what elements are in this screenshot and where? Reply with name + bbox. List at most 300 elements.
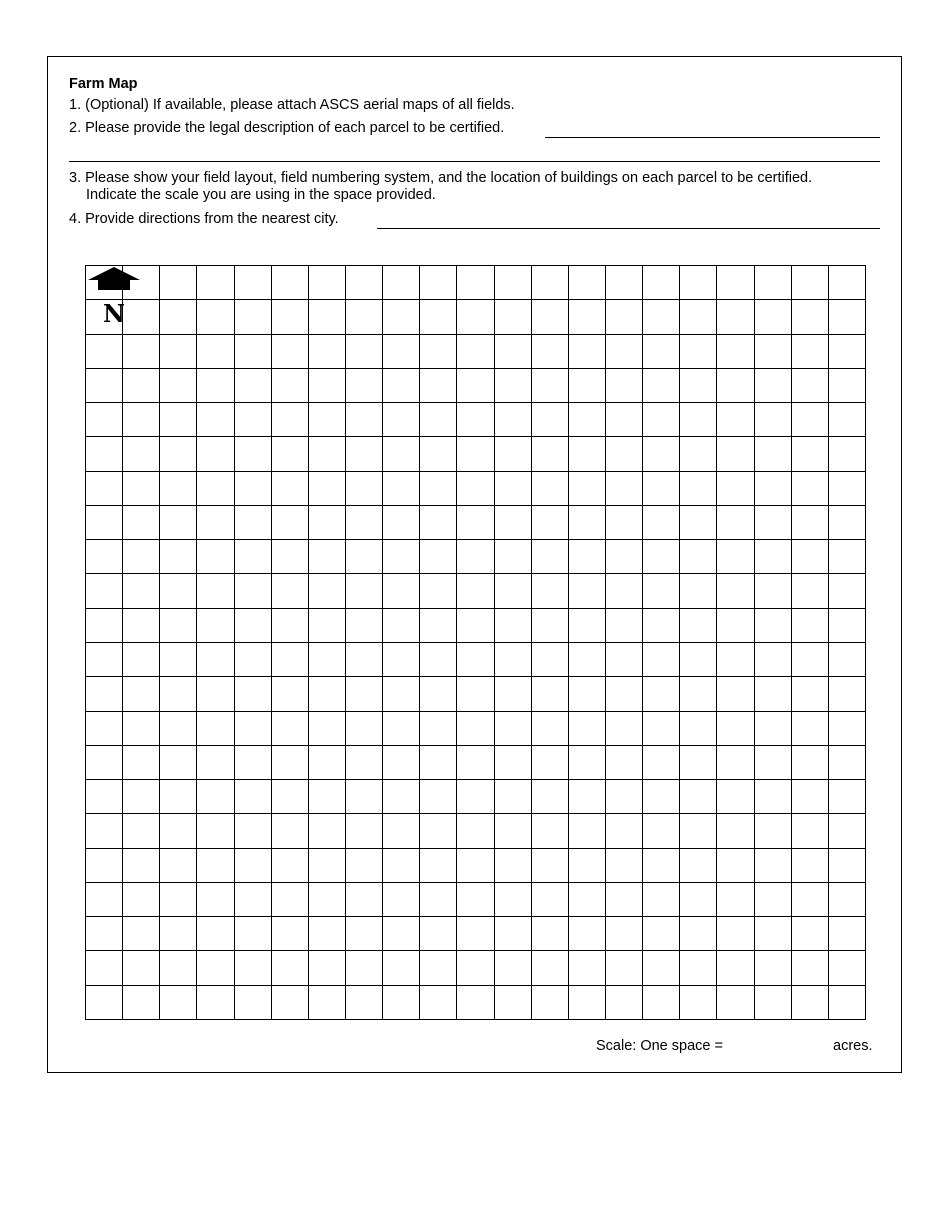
grid-cell[interactable]: [160, 712, 197, 746]
grid-cell[interactable]: [420, 437, 457, 471]
grid-cell[interactable]: [532, 712, 569, 746]
grid-cell[interactable]: [457, 643, 494, 677]
grid-cell[interactable]: [235, 300, 272, 334]
grid-cell[interactable]: [309, 300, 346, 334]
grid-cell[interactable]: [197, 506, 234, 540]
grid-cell[interactable]: [272, 266, 309, 300]
grid-cell[interactable]: [680, 437, 717, 471]
grid-cell[interactable]: [829, 849, 866, 883]
grid-cell[interactable]: [383, 437, 420, 471]
grid-cell[interactable]: [606, 917, 643, 951]
grid-cell[interactable]: [123, 506, 160, 540]
grid-cell[interactable]: [235, 335, 272, 369]
grid-cell[interactable]: [160, 300, 197, 334]
grid-cell[interactable]: [792, 266, 829, 300]
grid-cell[interactable]: [86, 437, 123, 471]
grid-cell[interactable]: [606, 472, 643, 506]
grid-cell[interactable]: [829, 712, 866, 746]
grid-cell[interactable]: [235, 746, 272, 780]
grid-cell[interactable]: [383, 951, 420, 985]
grid-cell[interactable]: [792, 917, 829, 951]
grid-cell[interactable]: [495, 951, 532, 985]
grid-cell[interactable]: [532, 643, 569, 677]
grid-cell[interactable]: [346, 437, 383, 471]
grid-cell[interactable]: [755, 609, 792, 643]
grid-cell[interactable]: [755, 540, 792, 574]
grid-cell[interactable]: [235, 574, 272, 608]
grid-cell[interactable]: [235, 849, 272, 883]
grid-cell[interactable]: [160, 574, 197, 608]
grid-cell[interactable]: [606, 437, 643, 471]
grid-cell[interactable]: [717, 814, 754, 848]
grid-cell[interactable]: [569, 951, 606, 985]
grid-cell[interactable]: [606, 746, 643, 780]
grid-cell[interactable]: [569, 883, 606, 917]
grid-cell[interactable]: [346, 300, 383, 334]
grid-cell[interactable]: [160, 609, 197, 643]
grid-cell[interactable]: [569, 403, 606, 437]
grid-cell[interactable]: [86, 986, 123, 1020]
grid-cell[interactable]: [457, 300, 494, 334]
grid-cell[interactable]: [160, 437, 197, 471]
grid-cell[interactable]: [123, 437, 160, 471]
grid-cell[interactable]: [420, 403, 457, 437]
grid-cell[interactable]: [420, 540, 457, 574]
grid-cell[interactable]: [755, 472, 792, 506]
grid-cell[interactable]: [309, 814, 346, 848]
grid-cell[interactable]: [160, 917, 197, 951]
grid-cell[interactable]: [457, 849, 494, 883]
grid-cell[interactable]: [495, 814, 532, 848]
grid-cell[interactable]: [235, 712, 272, 746]
grid-cell[interactable]: [197, 917, 234, 951]
grid-cell[interactable]: [643, 814, 680, 848]
grid-cell[interactable]: [123, 746, 160, 780]
grid-cell[interactable]: [643, 883, 680, 917]
grid-cell[interactable]: [643, 540, 680, 574]
grid-cell[interactable]: [123, 574, 160, 608]
grid-cell[interactable]: [606, 951, 643, 985]
grid-cell[interactable]: [495, 300, 532, 334]
grid-cell[interactable]: [346, 540, 383, 574]
grid-cell[interactable]: [606, 643, 643, 677]
grid-cell[interactable]: [680, 609, 717, 643]
grid-cell[interactable]: [197, 780, 234, 814]
grid-cell[interactable]: [717, 369, 754, 403]
grid-cell[interactable]: [532, 780, 569, 814]
grid-cell[interactable]: [197, 677, 234, 711]
grid-cell[interactable]: [272, 986, 309, 1020]
grid-cell[interactable]: [272, 609, 309, 643]
grid-cell[interactable]: [829, 540, 866, 574]
grid-cell[interactable]: [643, 369, 680, 403]
grid-cell[interactable]: [532, 814, 569, 848]
grid-cell[interactable]: [532, 403, 569, 437]
grid-cell[interactable]: [643, 712, 680, 746]
grid-cell[interactable]: [86, 540, 123, 574]
grid-cell[interactable]: [123, 849, 160, 883]
grid-cell[interactable]: [717, 677, 754, 711]
grid-cell[interactable]: [717, 574, 754, 608]
grid-cell[interactable]: [160, 472, 197, 506]
grid-cell[interactable]: [532, 609, 569, 643]
grid-cell[interactable]: [383, 643, 420, 677]
grid-cell[interactable]: [160, 814, 197, 848]
grid-cell[interactable]: [346, 746, 383, 780]
grid-cell[interactable]: [495, 335, 532, 369]
grid-cell[interactable]: [457, 746, 494, 780]
grid-cell[interactable]: [606, 883, 643, 917]
grid-cell[interactable]: [86, 335, 123, 369]
grid-cell[interactable]: [457, 951, 494, 985]
grid-cell[interactable]: [420, 369, 457, 403]
grid-cell[interactable]: [197, 951, 234, 985]
grid-cell[interactable]: [272, 574, 309, 608]
grid-cell[interactable]: [495, 746, 532, 780]
grid-cell[interactable]: [457, 506, 494, 540]
grid-cell[interactable]: [792, 369, 829, 403]
grid-cell[interactable]: [495, 849, 532, 883]
grid-cell[interactable]: [755, 849, 792, 883]
grid-cell[interactable]: [235, 951, 272, 985]
grid-cell[interactable]: [643, 403, 680, 437]
grid-cell[interactable]: [643, 472, 680, 506]
grid-cell[interactable]: [792, 780, 829, 814]
grid-cell[interactable]: [792, 437, 829, 471]
grid-cell[interactable]: [123, 643, 160, 677]
grid-cell[interactable]: [309, 403, 346, 437]
grid-cell[interactable]: [235, 780, 272, 814]
grid-cell[interactable]: [606, 780, 643, 814]
grid-cell[interactable]: [606, 506, 643, 540]
grid-cell[interactable]: [123, 883, 160, 917]
grid-cell[interactable]: [495, 883, 532, 917]
grid-cell[interactable]: [235, 472, 272, 506]
grid-cell[interactable]: [86, 917, 123, 951]
grid-cell[interactable]: [123, 677, 160, 711]
grid-cell[interactable]: [160, 403, 197, 437]
grid-cell[interactable]: [755, 677, 792, 711]
grid-cell[interactable]: [457, 266, 494, 300]
grid-cell[interactable]: [86, 643, 123, 677]
grid-cell[interactable]: [123, 712, 160, 746]
grid-cell[interactable]: [792, 677, 829, 711]
grid-cell[interactable]: [755, 403, 792, 437]
grid-cell[interactable]: [569, 437, 606, 471]
grid-cell[interactable]: [197, 883, 234, 917]
grid-cell[interactable]: [606, 849, 643, 883]
grid-cell[interactable]: [309, 677, 346, 711]
grid-cell[interactable]: [792, 300, 829, 334]
grid-cell[interactable]: [829, 643, 866, 677]
grid-cell[interactable]: [792, 712, 829, 746]
grid-cell[interactable]: [197, 437, 234, 471]
grid-cell[interactable]: [420, 643, 457, 677]
grid-cell[interactable]: [532, 849, 569, 883]
grid-cell[interactable]: [569, 506, 606, 540]
grid-cell[interactable]: [606, 266, 643, 300]
grid-cell[interactable]: [532, 335, 569, 369]
grid-cell[interactable]: [309, 540, 346, 574]
grid-cell[interactable]: [792, 986, 829, 1020]
grid-cell[interactable]: [717, 951, 754, 985]
grid-cell[interactable]: [235, 917, 272, 951]
grid-cell[interactable]: [123, 814, 160, 848]
grid-cell[interactable]: [235, 403, 272, 437]
grid-cell[interactable]: [383, 403, 420, 437]
grid-cell[interactable]: [235, 814, 272, 848]
grid-cell[interactable]: [792, 951, 829, 985]
grid-cell[interactable]: [86, 369, 123, 403]
grid-cell[interactable]: [86, 712, 123, 746]
grid-cell[interactable]: [829, 986, 866, 1020]
grid-cell[interactable]: [197, 643, 234, 677]
grid-cell[interactable]: [420, 849, 457, 883]
grid-cell[interactable]: [792, 506, 829, 540]
grid-cell[interactable]: [86, 472, 123, 506]
grid-cell[interactable]: [197, 403, 234, 437]
grid-cell[interactable]: [680, 951, 717, 985]
grid-cell[interactable]: [717, 712, 754, 746]
grid-cell[interactable]: [309, 472, 346, 506]
grid-cell[interactable]: [272, 951, 309, 985]
grid-cell[interactable]: [272, 369, 309, 403]
grid-cell[interactable]: [755, 712, 792, 746]
grid-cell[interactable]: [420, 574, 457, 608]
grid-cell[interactable]: [420, 780, 457, 814]
grid-cell[interactable]: [420, 266, 457, 300]
grid-cell[interactable]: [86, 951, 123, 985]
grid-cell[interactable]: [755, 814, 792, 848]
grid-cell[interactable]: [160, 335, 197, 369]
grid-cell[interactable]: [383, 746, 420, 780]
grid-cell[interactable]: [272, 746, 309, 780]
grid-cell[interactable]: [643, 506, 680, 540]
grid-cell[interactable]: [346, 780, 383, 814]
grid-cell[interactable]: [643, 574, 680, 608]
grid-cell[interactable]: [197, 574, 234, 608]
grid-cell[interactable]: [86, 574, 123, 608]
grid-cell[interactable]: [792, 472, 829, 506]
grid-cell[interactable]: [123, 472, 160, 506]
grid-cell[interactable]: [829, 574, 866, 608]
grid-cell[interactable]: [346, 986, 383, 1020]
grid-cell[interactable]: [495, 643, 532, 677]
grid-cell[interactable]: [160, 677, 197, 711]
grid-cell[interactable]: [160, 643, 197, 677]
grid-cell[interactable]: [495, 266, 532, 300]
grid-cell[interactable]: [457, 472, 494, 506]
grid-cell[interactable]: [495, 403, 532, 437]
grid-cell[interactable]: [383, 335, 420, 369]
grid-cell[interactable]: [606, 300, 643, 334]
grid-cell[interactable]: [272, 677, 309, 711]
grid-cell[interactable]: [272, 849, 309, 883]
grid-cell[interactable]: [309, 746, 346, 780]
grid-cell[interactable]: [309, 643, 346, 677]
grid-cell[interactable]: [346, 472, 383, 506]
grid-cell[interactable]: [606, 609, 643, 643]
grid-cell[interactable]: [346, 609, 383, 643]
grid-cell[interactable]: [160, 369, 197, 403]
grid-cell[interactable]: [792, 540, 829, 574]
grid-cell[interactable]: [643, 951, 680, 985]
grid-cell[interactable]: [235, 677, 272, 711]
grid-cell[interactable]: [569, 849, 606, 883]
grid-cell[interactable]: [346, 506, 383, 540]
grid-cell[interactable]: [160, 780, 197, 814]
grid-cell[interactable]: [755, 369, 792, 403]
grid-cell[interactable]: [755, 951, 792, 985]
grid-cell[interactable]: [643, 780, 680, 814]
grid-cell[interactable]: [829, 335, 866, 369]
grid-cell[interactable]: [235, 883, 272, 917]
grid-cell[interactable]: [197, 609, 234, 643]
grid-cell[interactable]: [197, 540, 234, 574]
grid-cell[interactable]: [420, 712, 457, 746]
grid-cell[interactable]: [420, 917, 457, 951]
grid-cell[interactable]: [160, 883, 197, 917]
grid-cell[interactable]: [272, 712, 309, 746]
grid-cell[interactable]: [755, 335, 792, 369]
grid-cell[interactable]: [569, 369, 606, 403]
grid-cell[interactable]: [309, 849, 346, 883]
grid-cell[interactable]: [643, 437, 680, 471]
grid-cell[interactable]: [717, 300, 754, 334]
grid-cell[interactable]: [309, 437, 346, 471]
grid-cell[interactable]: [272, 506, 309, 540]
scale-value-field[interactable]: [740, 1038, 825, 1055]
grid-cell[interactable]: [346, 403, 383, 437]
grid-cell[interactable]: [532, 540, 569, 574]
grid-cell[interactable]: [495, 369, 532, 403]
grid-cell[interactable]: [309, 986, 346, 1020]
grid-cell[interactable]: [272, 883, 309, 917]
grid-cell[interactable]: [383, 609, 420, 643]
grid-cell[interactable]: [569, 266, 606, 300]
grid-cell[interactable]: [643, 609, 680, 643]
grid-cell[interactable]: [457, 917, 494, 951]
grid-cell[interactable]: [532, 472, 569, 506]
grid-cell[interactable]: [420, 506, 457, 540]
grid-cell[interactable]: [383, 883, 420, 917]
grid-cell[interactable]: [829, 780, 866, 814]
grid-cell[interactable]: [532, 437, 569, 471]
grid-cell[interactable]: [420, 677, 457, 711]
grid-cell[interactable]: [197, 300, 234, 334]
grid-cell[interactable]: [680, 917, 717, 951]
grid-cell[interactable]: [420, 746, 457, 780]
grid-cell[interactable]: [755, 574, 792, 608]
grid-cell[interactable]: [829, 369, 866, 403]
grid-cell[interactable]: [420, 883, 457, 917]
grid-cell[interactable]: [235, 540, 272, 574]
grid-cell[interactable]: [309, 883, 346, 917]
map-grid[interactable]: [85, 265, 866, 1020]
grid-cell[interactable]: [792, 883, 829, 917]
grid-cell[interactable]: [569, 746, 606, 780]
grid-cell[interactable]: [420, 609, 457, 643]
grid-cell[interactable]: [569, 540, 606, 574]
grid-cell[interactable]: [160, 951, 197, 985]
grid-cell[interactable]: [829, 951, 866, 985]
grid-cell[interactable]: [86, 780, 123, 814]
grid-cell[interactable]: [383, 849, 420, 883]
grid-cell[interactable]: [532, 883, 569, 917]
grid-cell[interactable]: [717, 266, 754, 300]
grid-cell[interactable]: [680, 780, 717, 814]
grid-cell[interactable]: [235, 506, 272, 540]
grid-cell[interactable]: [160, 506, 197, 540]
grid-cell[interactable]: [197, 472, 234, 506]
grid-cell[interactable]: [197, 986, 234, 1020]
grid-cell[interactable]: [717, 540, 754, 574]
grid-cell[interactable]: [569, 609, 606, 643]
grid-cell[interactable]: [717, 883, 754, 917]
grid-cell[interactable]: [272, 917, 309, 951]
grid-cell[interactable]: [495, 437, 532, 471]
grid-cell[interactable]: [457, 369, 494, 403]
grid-cell[interactable]: [643, 335, 680, 369]
grid-cell[interactable]: [383, 266, 420, 300]
grid-cell[interactable]: [680, 300, 717, 334]
grid-cell[interactable]: [755, 746, 792, 780]
grid-cell[interactable]: [235, 609, 272, 643]
grid-cell[interactable]: [235, 369, 272, 403]
grid-cell[interactable]: [160, 986, 197, 1020]
grid-cell[interactable]: [272, 472, 309, 506]
grid-cell[interactable]: [643, 746, 680, 780]
grid-cell[interactable]: [755, 986, 792, 1020]
grid-cell[interactable]: [680, 335, 717, 369]
grid-cell[interactable]: [569, 814, 606, 848]
grid-cell[interactable]: [197, 266, 234, 300]
grid-cell[interactable]: [792, 849, 829, 883]
grid-cell[interactable]: [606, 986, 643, 1020]
grid-cell[interactable]: [680, 814, 717, 848]
grid-cell[interactable]: [717, 986, 754, 1020]
grid-cell[interactable]: [86, 403, 123, 437]
grid-cell[interactable]: [829, 300, 866, 334]
grid-cell[interactable]: [606, 403, 643, 437]
grid-cell[interactable]: [606, 574, 643, 608]
grid-cell[interactable]: [606, 814, 643, 848]
grid-cell[interactable]: [495, 506, 532, 540]
grid-cell[interactable]: [532, 369, 569, 403]
grid-cell[interactable]: [829, 917, 866, 951]
grid-cell[interactable]: [829, 472, 866, 506]
grid-cell[interactable]: [829, 677, 866, 711]
grid-cell[interactable]: [755, 506, 792, 540]
grid-cell[interactable]: [457, 335, 494, 369]
grid-cell[interactable]: [792, 574, 829, 608]
grid-cell[interactable]: [123, 335, 160, 369]
grid-cell[interactable]: [495, 917, 532, 951]
grid-cell[interactable]: [383, 506, 420, 540]
grid-cell[interactable]: [235, 266, 272, 300]
grid-cell[interactable]: [197, 849, 234, 883]
grid-cell[interactable]: [495, 609, 532, 643]
grid-cell[interactable]: [680, 849, 717, 883]
grid-cell[interactable]: [569, 472, 606, 506]
grid-cell[interactable]: [383, 300, 420, 334]
grid-cell[interactable]: [829, 814, 866, 848]
grid-cell[interactable]: [123, 986, 160, 1020]
grid-cell[interactable]: [197, 712, 234, 746]
grid-cell[interactable]: [346, 369, 383, 403]
grid-cell[interactable]: [346, 677, 383, 711]
grid-cell[interactable]: [717, 746, 754, 780]
